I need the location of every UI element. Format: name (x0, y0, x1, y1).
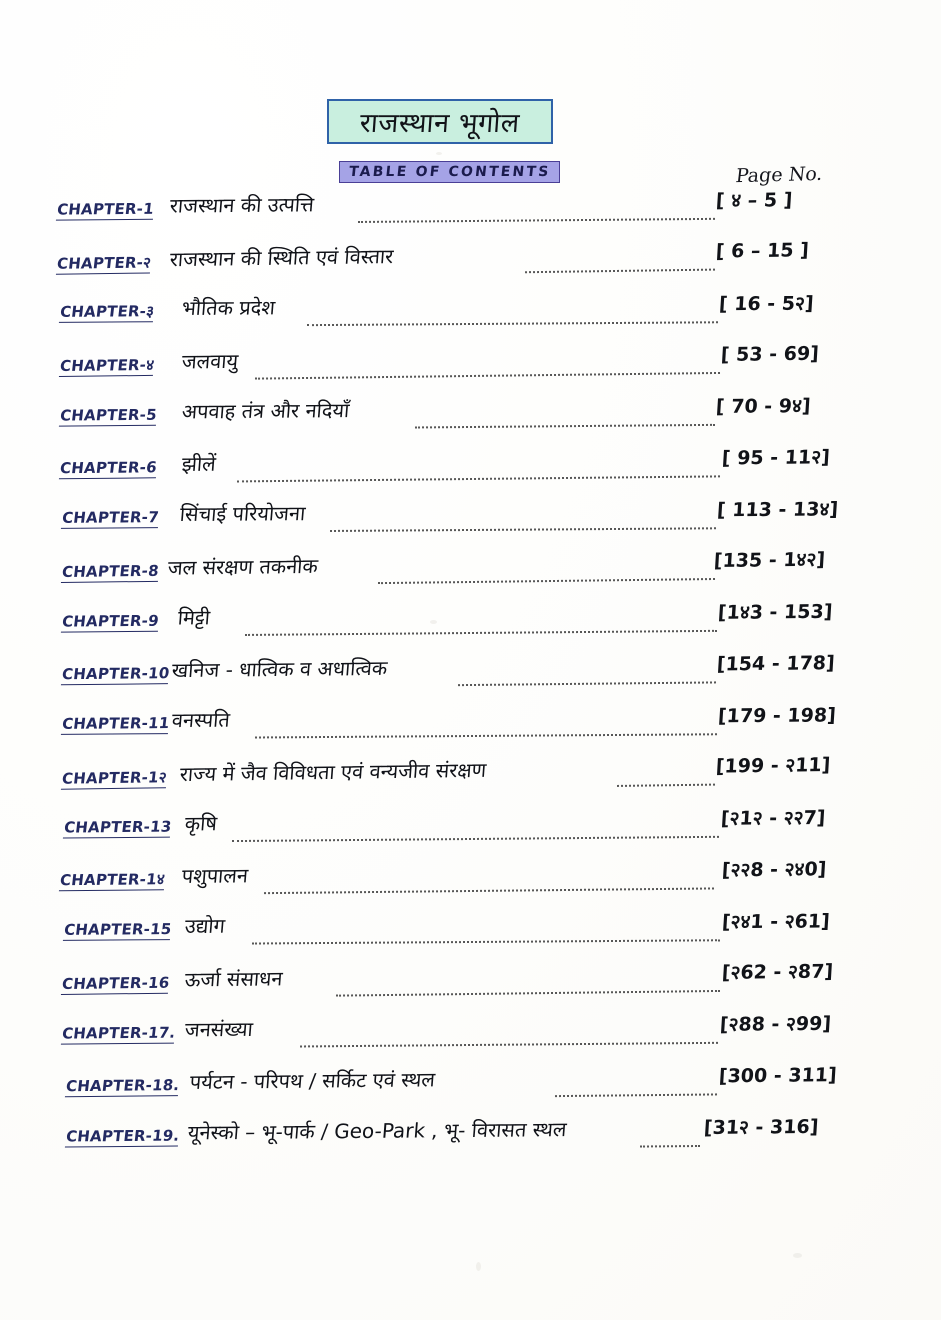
chapter-title: यूनेस्को – भू-पार्क / Geo-Park , भू- विरासत स्थल (186, 1117, 568, 1145)
dot-leader (255, 371, 720, 379)
chapter-label: CHAPTER-10 (61, 663, 171, 683)
dot-leader (232, 836, 719, 842)
page-range: [ 16 - 5२] (718, 292, 815, 316)
chapter-label: CHAPTER-8 (61, 561, 160, 581)
chapter-label: CHAPTER-18. (65, 1075, 181, 1095)
chapter-title: झीलें (180, 451, 217, 476)
page-range: [199 - २11] (715, 753, 831, 778)
chapter-label: CHAPTER-11 (61, 714, 171, 733)
contents-list (0, 189, 941, 1172)
chapter-title: राज्य में जैव विविधता एवं वन्यजीव संरक्षण (178, 757, 488, 786)
dot-leader (525, 268, 715, 273)
page-range: [ 53 - 69] (720, 342, 820, 366)
contents-row[interactable] (0, 1116, 941, 1176)
page-range: [300 - 311] (718, 1063, 838, 1087)
chapter-label: CHAPTER-7 (61, 508, 160, 527)
chapter-title: जल संरक्षण तकनीक (166, 553, 319, 580)
dot-leader (555, 1093, 717, 1097)
dot-leader (237, 475, 720, 482)
chapter-title: जनसंख्या (183, 1016, 254, 1042)
page-title: राजस्थान भूगोल (358, 108, 521, 139)
page-range: [२88 - २99] (719, 1012, 832, 1036)
dot-leader (330, 527, 716, 532)
page-range: [1४3 - 153] (717, 600, 834, 624)
table-of-contents-banner (339, 161, 560, 183)
dot-leader (358, 218, 715, 223)
dot-leader (300, 1042, 718, 1048)
page-range: [31२ - 316] (703, 1115, 820, 1139)
dot-leader (640, 1145, 700, 1148)
page-range: [२62 - २87] (721, 960, 834, 984)
chapter-title: मिट्टी (176, 605, 211, 630)
dot-leader (415, 424, 715, 429)
dot-leader (255, 733, 717, 738)
chapter-title: भौतिक प्रदेश (180, 295, 277, 321)
paper-speck (476, 1262, 481, 1271)
chapter-title: राजस्थान की स्थिति एवं विस्तार (168, 243, 395, 271)
page-range: [ 70 - 9४] (715, 395, 812, 418)
page-range: [ ४ – 5 ] (715, 189, 794, 212)
page-range: [ 113 - 13४] (716, 498, 839, 522)
chapter-label: CHAPTER-३ (59, 302, 156, 321)
dot-leader (617, 783, 715, 786)
chapter-title: राजस्थान की उत्पत्ति (168, 192, 315, 218)
chapter-title: कृषि (183, 811, 218, 836)
dot-leader (245, 630, 717, 636)
chapter-label: CHAPTER-17. (61, 1023, 177, 1043)
dot-leader (252, 939, 720, 944)
table-of-contents-label: TABLE OF CONTENTS (348, 164, 552, 180)
chapter-label: CHAPTER-1२ (61, 767, 168, 788)
dot-leader (264, 887, 714, 894)
page-range: [135 - 1४२] (713, 548, 826, 572)
dot-leader (336, 989, 720, 996)
page-range: [ 95 - 11२] (721, 445, 831, 469)
chapter-label: CHAPTER-13 (63, 817, 173, 837)
page-range: [179 - 198] (717, 704, 837, 728)
chapter-label: CHAPTER-1४ (59, 869, 166, 889)
chapter-label: CHAPTER-6 (59, 457, 158, 477)
chapter-label: CHAPTER-२ (56, 252, 153, 273)
page-range: [२1२ - २२7] (720, 806, 827, 830)
paper-speck (436, 152, 442, 155)
chapter-label: CHAPTER-४ (59, 355, 156, 375)
chapter-title: पर्यटन - परिपथ / सर्किट एवं स्थल (188, 1066, 436, 1094)
chapter-title: अपवाह तंत्र और नदियाँ (180, 398, 351, 424)
page-number-column-header: Page No. (734, 162, 824, 188)
page-range: [२२8 - २४0] (721, 857, 827, 881)
chapter-label: CHAPTER-19. (65, 1126, 181, 1146)
chapter-title: जलवायु (180, 348, 240, 374)
page-range: [154 - 178] (716, 651, 836, 675)
chapter-label: CHAPTER-1 (56, 199, 155, 219)
chapter-title: पशुपालन (180, 862, 249, 888)
dot-leader (378, 578, 715, 584)
chapter-title: वनस्पति (170, 707, 231, 733)
chapter-title: ऊर्जा संसाधन (183, 965, 284, 992)
chapter-title: खनिज - धात्विक व अधात्विक (170, 655, 389, 682)
chapter-title: सिंचाई परियोजना (178, 501, 307, 527)
dot-leader (458, 681, 716, 686)
page-range: [२४1 - २61] (721, 910, 831, 934)
page-range: [ 6 – 15 ] (715, 238, 810, 263)
paper-speck (793, 1253, 802, 1258)
chapter-title: उद्योग (183, 913, 226, 939)
chapter-label: CHAPTER-9 (61, 611, 160, 631)
chapter-label: CHAPTER-15 (63, 920, 173, 939)
chapter-label: CHAPTER-16 (61, 973, 171, 993)
chapter-label: CHAPTER-5 (59, 405, 158, 425)
page-title-box (327, 99, 553, 144)
dot-leader (307, 321, 718, 326)
